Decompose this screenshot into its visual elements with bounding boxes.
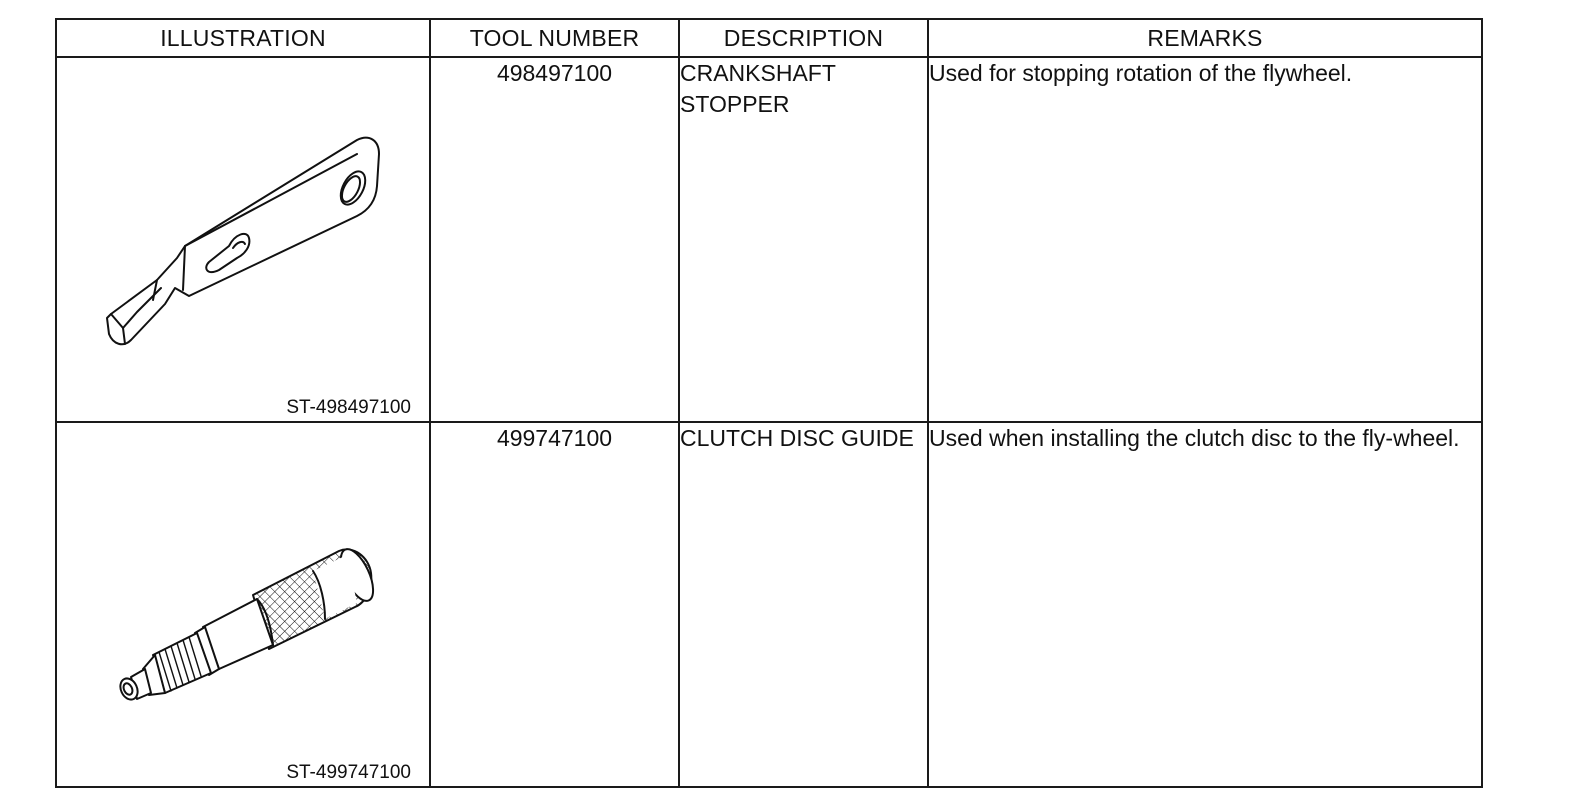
- clutch-disc-guide-illustration: [57, 423, 431, 786]
- description-text: CLUTCH DISC GUIDE: [680, 425, 914, 451]
- table-row: [56, 422, 1482, 787]
- illustration-code: ST-498497100: [286, 397, 411, 418]
- remarks-text: Used for stopping rotation of the flywheel.: [929, 60, 1353, 86]
- description-cell: [679, 57, 928, 422]
- illustration-code: ST-499747100: [286, 762, 411, 783]
- description-cell: [679, 422, 928, 787]
- header-tool-number: TOOL NUMBER: [430, 19, 679, 57]
- tool-number: 498497100: [496, 60, 613, 86]
- header-illustration: ILLUSTRATION: [56, 19, 430, 57]
- remarks-text: Used when installing the clutch disc to the fly-wheel.: [929, 425, 1460, 451]
- remarks-cell: [928, 57, 1482, 422]
- header-remarks: REMARKS: [928, 19, 1482, 57]
- table-header-row: [56, 19, 1482, 57]
- crankshaft-stopper-illustration: [57, 58, 431, 421]
- header-description: DESCRIPTION: [679, 19, 928, 57]
- table-row: [56, 57, 1482, 422]
- tool-number-cell: [430, 422, 679, 787]
- illustration-cell: [56, 57, 430, 422]
- tool-number-cell: [430, 57, 679, 422]
- special-tools-table: [55, 18, 1483, 788]
- tool-number: 499747100: [496, 425, 613, 451]
- illustration-cell: [56, 422, 430, 787]
- remarks-cell: [928, 422, 1482, 787]
- description-text: CRANKSHAFT STOPPER: [680, 60, 836, 117]
